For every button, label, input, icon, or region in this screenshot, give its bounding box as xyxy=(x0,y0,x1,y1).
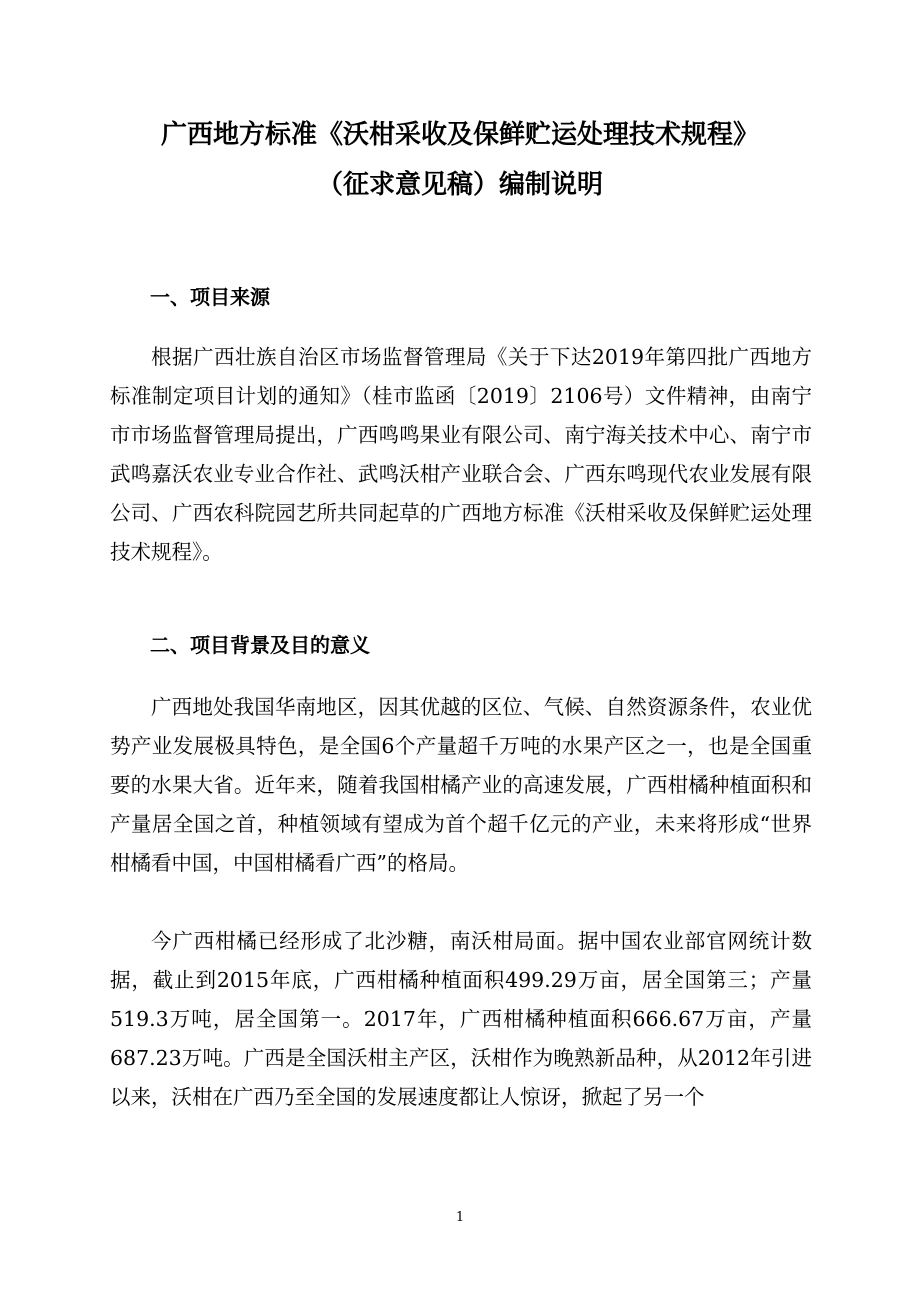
paragraph-background-1: 广西地处我国华南地区，因其优越的区位、气候、自然资源条件，农业优势产业发展极具特色，是全国6个产量超千万吨的水果产区之一，也是全国重要的水果大省。近年来，随着我国柑橘产业的高速发展，广西柑橘种植面积和产量居全国之首，种植领域有望成为首个超千亿元的产业，未来将形成“世界柑橘看中国，中国柑橘看广西”的格局。 xyxy=(110,695,812,875)
document-title-line-1: 广西地方标准《沃柑采收及保鲜贮运处理技术规程》 xyxy=(160,120,759,150)
section-heading-project-source: 一、项目来源 xyxy=(150,285,270,309)
page-number: 1 xyxy=(455,1210,465,1225)
paragraph-background-2: 今广西柑橘已经形成了北沙糖，南沃柑局面。据中国农业部官网统计数据，截止到2015年底，广西柑橘种植面积499.29万亩，居全国第三；产量519.3万吨，居全国第一。2017年，广西柑橘种植面积666.67万亩，产量687.23万吨。广西是全国沃柑主产区，沃柑作为晚熟新品种，从2012年引进以来，沃柑在广西乃至全国的发展速度都让人惊讶，掀起了另一个 xyxy=(110,929,812,1109)
section-heading-project-background: 二、项目背景及目的意义 xyxy=(150,633,370,657)
paragraph-project-source: 根据广西壮族自治区市场监督管理局《关于下达2019年第四批广西地方标准制定项目计划的通知》（桂市监函〔2019〕2106号）文件精神，由南宁市市场监督管理局提出，广西鸣鸣果业有限公司、南宁海关技术中心、南宁市武鸣嘉沃农业专业合作社、武鸣沃柑产业联合会、广西东鸣现代农业发展有限公司、广西农科院园艺所共同起草的广西地方标准《沃柑采收及保鲜贮运处理技术规程》。 xyxy=(110,345,812,564)
document-title-line-2: （征求意见稿）编制说明 xyxy=(316,170,603,200)
